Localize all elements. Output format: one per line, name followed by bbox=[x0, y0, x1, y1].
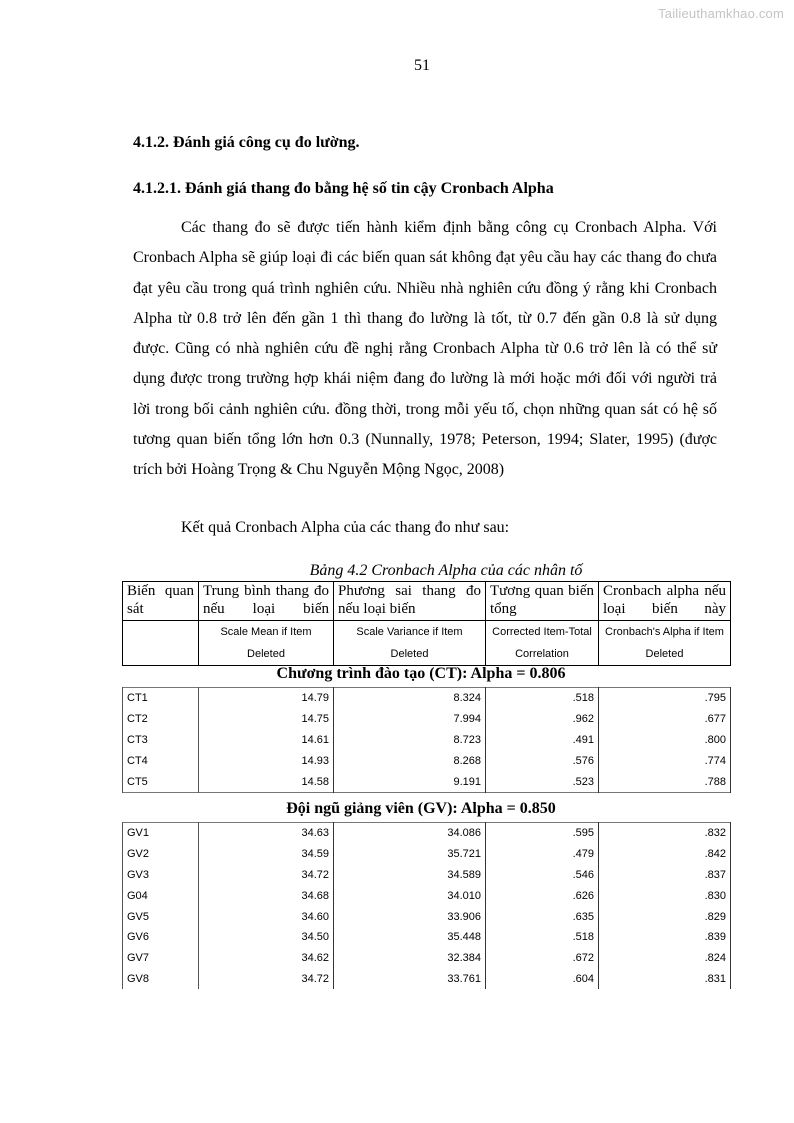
cell-value: .677 bbox=[599, 709, 731, 730]
cell-variable: CT2 bbox=[123, 709, 199, 730]
cell-value: .837 bbox=[599, 865, 731, 886]
table-row bbox=[123, 709, 731, 730]
cell-value: 33.761 bbox=[334, 969, 486, 990]
cell-value: .800 bbox=[599, 730, 731, 751]
cell-value: .788 bbox=[599, 771, 731, 792]
cell-value: 34.60 bbox=[199, 906, 334, 927]
cell-value: .839 bbox=[599, 927, 731, 948]
cell-value: .832 bbox=[599, 823, 731, 844]
header-en-alpha-if-deleted: Cronbach's Alpha if Item Deleted bbox=[599, 621, 731, 666]
table-row bbox=[123, 948, 731, 969]
cell-value: .795 bbox=[599, 688, 731, 709]
cell-value: 34.59 bbox=[199, 844, 334, 865]
cell-value: .774 bbox=[599, 750, 731, 771]
header-scale-variance: Phương sai thang đo nếu loại biến bbox=[334, 582, 486, 621]
cell-value: .576 bbox=[486, 750, 599, 771]
cell-value: 8.324 bbox=[334, 688, 486, 709]
cell-value: 14.93 bbox=[199, 750, 334, 771]
table-row bbox=[123, 823, 731, 844]
cell-variable: CT3 bbox=[123, 730, 199, 751]
cell-value: .491 bbox=[486, 730, 599, 751]
cell-value: .824 bbox=[599, 948, 731, 969]
header-en-variable bbox=[123, 621, 199, 666]
table-caption: Bảng 4.2 Cronbach Alpha của các nhân tố bbox=[309, 562, 583, 579]
watermark: Tailieuthamkhao.com bbox=[658, 6, 784, 21]
cell-value: .523 bbox=[486, 771, 599, 792]
cell-value: 34.010 bbox=[334, 885, 486, 906]
cell-value: 35.721 bbox=[334, 844, 486, 865]
table-row bbox=[123, 771, 731, 792]
cell-value: 34.72 bbox=[199, 969, 334, 990]
table-row bbox=[123, 844, 731, 865]
cell-variable: GV6 bbox=[123, 927, 199, 948]
cell-value: 9.191 bbox=[334, 771, 486, 792]
cell-variable: GV8 bbox=[123, 969, 199, 990]
page-number: 51 bbox=[414, 57, 430, 74]
paragraph-text: Các thang đo sẽ được tiến hành kiểm định bằng công cụ Cronbach Alpha. Với Cronbach Alpha sẽ giúp loại đi các biến quan sát không đạt yêu cầu hay các thang đo chưa đạt yêu cầu trong quá trình nghiên cứu. Nhiều nhà nghiên cứu đồng ý rằng khi Cronbach Alpha từ 0.8 trở lên đến gần 1 thì thang đo lường là tốt, từ 0.7 đến gần 0.8 là sử dụng được. Cũng có nhà nghiên cứu đề nghị rằng Cronbach Alpha từ 0.6 trở lên là có thể sử dụng được trong trường hợp khái niệm đang đo lường là mới hoặc mới đối với người trả lời trong bối cảnh nghiên cứu. đồng thời, trong mỗi yếu tố, chọn những quan sát có hệ số tương quan biến tổng lớn hơn 0.3 (Nunnally, 1978; Peterson, 1994; Slater, 1995) (được trích bởi Hoàng Trọng & Chu Nguyễn Mộng Ngọc, 2008) bbox=[133, 219, 717, 479]
cell-value: .626 bbox=[486, 885, 599, 906]
cell-variable: GV2 bbox=[123, 844, 199, 865]
section-title-ct: Chương trình đào tạo (CT): Alpha = 0.806 bbox=[276, 665, 566, 682]
cell-value: 7.994 bbox=[334, 709, 486, 730]
cell-value: .518 bbox=[486, 688, 599, 709]
cell-value: 32.384 bbox=[334, 948, 486, 969]
cell-value: .672 bbox=[486, 948, 599, 969]
cell-value: .842 bbox=[599, 844, 731, 865]
ct-table bbox=[122, 687, 731, 793]
cell-value: 34.50 bbox=[199, 927, 334, 948]
cell-value: .830 bbox=[599, 885, 731, 906]
cell-value: 14.79 bbox=[199, 688, 334, 709]
cell-value: .595 bbox=[486, 823, 599, 844]
cell-value: 34.68 bbox=[199, 885, 334, 906]
cell-variable: CT4 bbox=[123, 750, 199, 771]
table-row bbox=[123, 730, 731, 751]
header-en-item-total-correlation: Corrected Item-Total Correlation bbox=[486, 621, 599, 666]
cell-variable: GV5 bbox=[123, 906, 199, 927]
cell-variable: GV3 bbox=[123, 865, 199, 886]
gv-table bbox=[122, 822, 731, 989]
cell-value: .829 bbox=[599, 906, 731, 927]
header-item-total-correlation: Tương quan biến tổng bbox=[486, 582, 599, 621]
table-row bbox=[123, 885, 731, 906]
cell-value: .546 bbox=[486, 865, 599, 886]
cell-value: 34.62 bbox=[199, 948, 334, 969]
table-row bbox=[123, 750, 731, 771]
cell-value: 14.61 bbox=[199, 730, 334, 751]
table-row bbox=[123, 688, 731, 709]
table-row bbox=[123, 906, 731, 927]
cell-value: 33.906 bbox=[334, 906, 486, 927]
header-alpha-if-deleted: Cronbach alpha nếu loại biến này bbox=[599, 582, 731, 621]
header-en-scale-mean: Scale Mean if Item Deleted bbox=[199, 621, 334, 666]
body-paragraph bbox=[133, 213, 717, 486]
cell-value: 14.58 bbox=[199, 771, 334, 792]
cell-variable: G04 bbox=[123, 885, 199, 906]
cell-value: 34.589 bbox=[334, 865, 486, 886]
header-en-scale-variance: Scale Variance if Item Deleted bbox=[334, 621, 486, 666]
cell-value: 34.72 bbox=[199, 865, 334, 886]
table-row bbox=[123, 865, 731, 886]
table-header bbox=[122, 581, 731, 666]
cell-value: .962 bbox=[486, 709, 599, 730]
cell-value: 35.448 bbox=[334, 927, 486, 948]
cell-value: .479 bbox=[486, 844, 599, 865]
cell-variable: CT1 bbox=[123, 688, 199, 709]
cell-value: .604 bbox=[486, 969, 599, 990]
section-title-gv: Đội ngũ giảng viên (GV): Alpha = 0.850 bbox=[286, 800, 556, 817]
cell-variable: GV1 bbox=[123, 823, 199, 844]
header-variable: Biến quan sát bbox=[123, 582, 199, 621]
cell-value: 34.63 bbox=[199, 823, 334, 844]
table-row bbox=[123, 969, 731, 990]
cell-value: .831 bbox=[599, 969, 731, 990]
section-heading: 4.1.2. Đánh giá công cụ đo lường. bbox=[133, 134, 360, 151]
result-intro: Kết quả Cronbach Alpha của các thang đo như sau: bbox=[181, 519, 510, 536]
subsection-heading: 4.1.2.1. Đánh giá thang đo bằng hệ số tin cậy Cronbach Alpha bbox=[133, 180, 554, 197]
cell-value: 34.086 bbox=[334, 823, 486, 844]
cell-variable: CT5 bbox=[123, 771, 199, 792]
cell-value: 8.268 bbox=[334, 750, 486, 771]
header-scale-mean: Trung bình thang đo nếu loại biến bbox=[199, 582, 334, 621]
cell-value: 8.723 bbox=[334, 730, 486, 751]
cell-value: 14.75 bbox=[199, 709, 334, 730]
cell-value: .518 bbox=[486, 927, 599, 948]
cell-value: .635 bbox=[486, 906, 599, 927]
table-row bbox=[123, 927, 731, 948]
cell-variable: GV7 bbox=[123, 948, 199, 969]
